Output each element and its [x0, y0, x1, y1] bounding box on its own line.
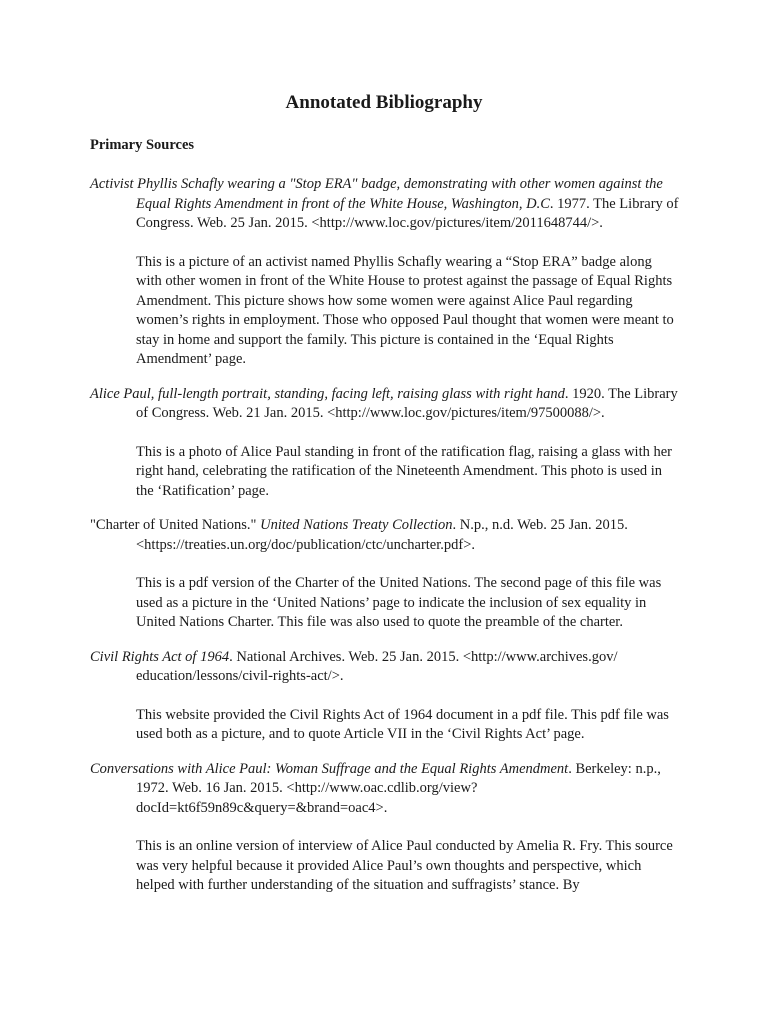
citation: [90, 760, 680, 819]
annotation-text: This is a picture of an activist named Phyllis Schafly wearing a “Stop ERA” badge along with other women in front of the White House to protest against the passage of Equal Rights Amendment. This picture shows how some women were against Alice Paul regarding women’s rights in employment. Those who opposed Paul thought that women were meant to stay in home and support the family. This picture is contained in the ‘Equal Rights Amendment’ page.: [136, 253, 674, 367]
annotation-text: This is a photo of Alice Paul standing in front of the ratification flag, raising a glass with her right hand, celebrating the ratification of the Nineteenth Amendment. This photo is used in the ‘Ratification’ page.: [136, 443, 672, 499]
citation: [90, 175, 680, 234]
citation-details: . National Archives. Web. 25 Jan. 2015. <http://www.archives.gov/ education/lessons/civil-rights-act/>.: [136, 648, 618, 684]
bibliography-entry: [90, 648, 680, 745]
citation: [90, 516, 680, 555]
citation-details: . N.p., n.d. Web. 25 Jan. 2015. <https://treaties.un.org/doc/publication/ctc/uncharter.pdf>.: [136, 517, 628, 553]
page-title: Annotated Bibliography: [285, 92, 483, 113]
citation: [90, 648, 680, 687]
bibliography-entry: [90, 385, 680, 502]
citation-title: Activist Phyllis Schafly wearing a "Stop ERA" badge, demonstrating with other women against the Equal Rights Amendment in front of the White House, Washington, D.C: [90, 176, 663, 212]
section-heading: Primary Sources: [90, 137, 195, 153]
annotation-text: This is a pdf version of the Charter of the United Nations. The second page of this file was used as a picture in the ‘United Nations’ page to indicate the inclusion of sex equality in United Nations Charter. This file was also used to quote the preamble of the charter.: [136, 575, 662, 630]
annotation-text: This website provided the Civil Rights Act of 1964 document in a pdf file. This pdf file was used both as a picture, and to quote Article VII in the ‘Civil Rights Act’ page.: [136, 706, 669, 742]
citation-title: Conversations with Alice Paul: Woman Suffrage and the Equal Rights Amendment: [90, 760, 569, 777]
citation-title: Civil Rights Act of 1964: [90, 648, 230, 665]
citation-title: United Nations Treaty Collection: [260, 517, 453, 533]
bibliography-entry: [90, 175, 680, 370]
citation-details: . 1977. The Library of Congress. Web. 25 Jan. 2015. <http://www.loc.gov/pictures/item/2011648744/>.: [136, 195, 679, 231]
citation: [90, 385, 680, 424]
bibliography-entry: [90, 760, 680, 896]
bibliography-entries: [90, 175, 680, 911]
citation-details: . 1920. The Library of Congress. Web. 21 Jan. 2015. <http://www.loc.gov/pictures/item/97500088/>.: [136, 385, 678, 421]
citation-title: Alice Paul, full-length portrait, standing, facing left, raising glass with right hand: [90, 385, 565, 402]
bibliography-entry: [90, 516, 680, 633]
citation-prefix: "Charter of United Nations.": [90, 517, 261, 533]
citation-details: . Berkeley: n.p., 1972. Web. 16 Jan. 2015. <http://www.oac.cdlib.org/view? docId=kt6f59n89c&query=&brand=oac4>.: [136, 760, 661, 816]
annotation-text: This is an online version of interview of Alice Paul conducted by Amelia R. Fry. This source was very helpful because it provided Alice Paul’s own thoughts and perspective, which helped with further understanding of the situation and suffragists’ stance. By: [136, 838, 673, 893]
